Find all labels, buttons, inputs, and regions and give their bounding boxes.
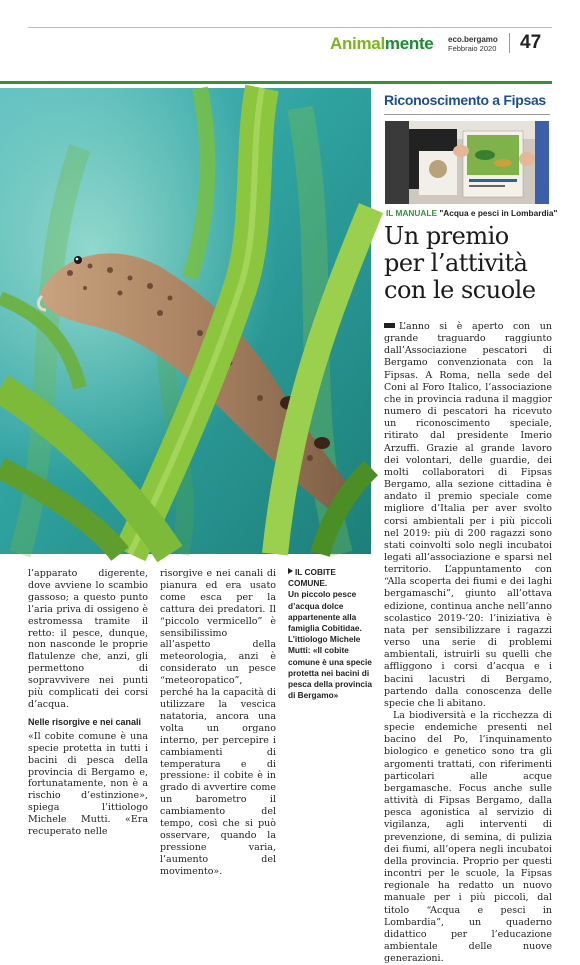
fish-illustration bbox=[0, 88, 371, 554]
sidebar-headline: Un premio per l’attività con le scuole bbox=[384, 222, 536, 304]
square-bullet-icon bbox=[384, 323, 395, 328]
masthead bbox=[448, 35, 498, 53]
issue-date: Febbraio 2020 bbox=[448, 44, 497, 53]
caption-title: IL COBITE COMUNE. bbox=[288, 567, 336, 589]
sidebar-title: Riconoscimento a Fipsas bbox=[384, 92, 546, 108]
article-column-1 bbox=[28, 568, 148, 838]
sidebar-kicker: IL MANUALE "Acqua e pesci in Lombardia" bbox=[386, 208, 558, 218]
header-green-rule bbox=[0, 81, 552, 84]
section-label: Animalmente bbox=[330, 34, 434, 53]
article-paragraph: risorgive e nei canali di pianura ed era usato come esca per la cattura dei predatori. Il “piccolo vermicello” è sensibilissimo all’aspetto della meteorologia, anzi è considerato un pesce “meteoropatico”, perché ha la capacità di utilizzare la vescica natatoria, ancora una volta un organo interno, per percepire i cambiamenti di temperatura e di pressione: il cobite è in grado di avvertire come un barometro il cambiamento del tempo, così che si può osservare, quando la pressione varia, l’aumento del movimento». bbox=[160, 568, 276, 877]
triangle-icon bbox=[288, 568, 293, 574]
sidebar-paragraph: La biodiversità e la ricchezza di specie endemiche presenti nel bacino del Po, l’inquinamento biologico e genetico sono tra gli argomenti trattati, con riferimenti particolari alle acque bergamasche. Focus anche sulle attività di Fipsas Bergamo, dalla pesca agonistica al servizio di vigilanza, agli interventi di prevenzione, di semina, di pulizia dei fiumi, all’opera negli incubatoi della provincia. Proprio per questi incontri per le scuole, la Fipsas regionale ha redatto un nuovo manuale per i più piccoli, dal titolo “Acqua e pesci in Lombardia”, un quaderno didattico per l’educazione ambientale delle nuove generazioni. bbox=[384, 710, 552, 965]
page-number: 47 bbox=[520, 32, 542, 53]
photo-caption bbox=[288, 567, 372, 701]
sidebar-body bbox=[384, 321, 552, 965]
caption-text: Un piccolo pesce d’acqua dolce appartenente alla famiglia Cobitidae. L’ittiologo Michele Mutti: «Il cobite comune è una specie protetta nei bacini di pesca della provincia di Bergamo» bbox=[288, 589, 372, 701]
header-separator bbox=[509, 33, 510, 53]
article-subheading: Nelle risorgive e nei canali bbox=[28, 716, 142, 727]
top-rule bbox=[28, 27, 552, 28]
article-column-2 bbox=[160, 568, 276, 878]
manual-book-illustration bbox=[385, 121, 549, 204]
hero-photo bbox=[0, 88, 371, 554]
sidebar-rule bbox=[384, 114, 550, 115]
sidebar-paragraph: L’anno si è aperto con un grande traguardo raggiunto dall’Associazione pescatori di Bergamo convenzionata con la Fipsas. A Roma, nella sede del Coni al Foro Italico, l’associazione che in provincia raduna il maggior numero di pescatori ha ricevuto un riconoscimento speciale, ritirato dal presidente Imerio Arzuffi. Grazie al grande lavoro dei volontari, delle guardie, dei molti collaboratori di Fipsas Bergamo, alla sezione cittadina è andato il premio speciale come migliore d’Italia per aver svolto corsi ambientali per i più piccoli nel 2019: più di 200 ragazzi sono stati coinvolti solo negli incubatoi legati all’associazione e sparsi nel territorio. L’appuntamento con “Alla scoperta dei fiumi e dei laghi bergamaschi”, giunto all’ottava edizione, continua anche nell’anno scolastico 2019-’20: l’iniziativa è nata per sensibilizzare i ragazzi verso una serie di problemi ambientali, istruirli su quelli che affliggono i corsi d’acqua e i bacini lacustri di Bergamo, partendo dalla conoscenza delle specie che li abitano. bbox=[384, 321, 552, 709]
manual-photo bbox=[385, 121, 549, 204]
publication-name: eco.bergamo bbox=[448, 35, 498, 44]
article-paragraph: l’apparato digerente, dove avviene lo scambio gassoso; a questo punto l’aria priva di ossigeno è estromessa tramite il retto: il pesce, dunque, non nasconde le proprie flatulenze che, anzi, gli permettono di sopravvivere nei punti più complicati dei corsi d’acqua. bbox=[28, 568, 148, 710]
article-paragraph: «Il cobite comune è una specie protetta in tutti i bacini di pesca della provincia di Bergamo e, fortunatamente, non è a rischio d’estinzione», spiega l’ittiologo Michele Mutti. «Era recuperato nelle bbox=[28, 730, 148, 838]
